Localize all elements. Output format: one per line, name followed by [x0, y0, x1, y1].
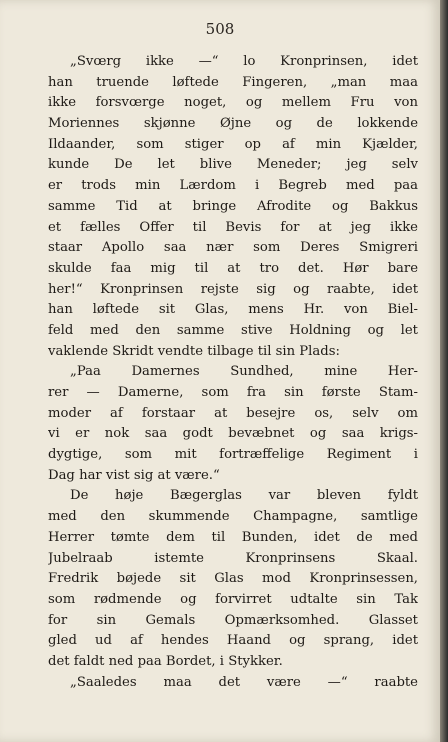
text-line: „Saaledes maa det være —“ raabte	[70, 674, 418, 690]
paragraph	[48, 486, 418, 672]
text-line: feld med den samme stive Holdning og let	[48, 322, 418, 338]
text-line: et fælles Offer til Bevis for at jeg ikke	[48, 219, 418, 235]
paragraph	[48, 362, 418, 486]
text-line: som rødmende og forvirret udtalte sin Tak	[48, 591, 418, 607]
page-edge	[440, 0, 448, 742]
text-line: vaklende Skridt vendte tilbage til sin Plads:	[48, 343, 340, 359]
text-line: ikke forsvœrge noget, og mellem Fru von	[48, 95, 418, 111]
text-line: for sin Gemals Opmærksomhed. Glasset	[48, 612, 418, 628]
text-line: skulde faa mig til at tro det. Hør bare	[48, 260, 418, 276]
text-line: Jubelraab istemte Kronprinsens Skaal.	[48, 550, 418, 566]
page-number: 508	[205, 20, 235, 38]
text-line: „Paa Damernes Sundhed, mine Her-	[70, 364, 418, 380]
text-line: han løftede sit Glas, mens Hr. von Biel-	[48, 302, 418, 318]
text-line: gled ud af hendes Haand og sprang, idet	[48, 633, 418, 649]
text-line: er trods min Lærdom i Begreb med paa	[48, 178, 418, 194]
text-line: han truende løftede Fingeren, „man maa	[48, 74, 418, 90]
text-line: „Svœrg ikke —“ lo Kronprinsen, idet	[70, 54, 418, 69]
text-line: De høje Bægerglas var bleven fyldt	[70, 488, 418, 504]
text-line: moder af forstaar at besejre os, selv om	[48, 405, 418, 421]
text-line: Moriennes skjønne Øjne og de lokkende	[48, 116, 418, 132]
text-line: Fredrik bøjede sit Glas mod Kronprinsessen,	[48, 571, 418, 587]
paragraph	[48, 52, 418, 362]
text-line: Herrer tømte dem til Bunden, idet de med	[48, 529, 418, 545]
text-line: med den skummende Champagne, samtlige	[48, 509, 418, 525]
text-line: dygtige, som mit fortræffelige Regiment i	[48, 447, 418, 463]
text-line: her!“ Kronprinsen rejste sig og raabte, idet	[48, 281, 418, 297]
body-text	[48, 52, 418, 693]
text-line: samme Tid at bringe Afrodite og Bakkus	[48, 198, 418, 214]
text-line: rer — Damerne, som fra sin første Stam-	[48, 385, 418, 400]
paragraph	[48, 673, 418, 694]
text-line: staar Apollo saa nær som Deres Smigreri	[48, 240, 418, 256]
text-line: Ildaander, som stiger op af min Kjælder,	[48, 136, 418, 152]
text-line: det faldt ned paa Bordet, i Stykker.	[48, 653, 283, 669]
text-line: vi er nok saa godt bevæbnet og saa krigs-	[48, 426, 418, 442]
text-line: Dag har vist sig at være.“	[48, 467, 220, 483]
text-line: kunde De let blive Meneder; jeg selv	[48, 157, 418, 173]
